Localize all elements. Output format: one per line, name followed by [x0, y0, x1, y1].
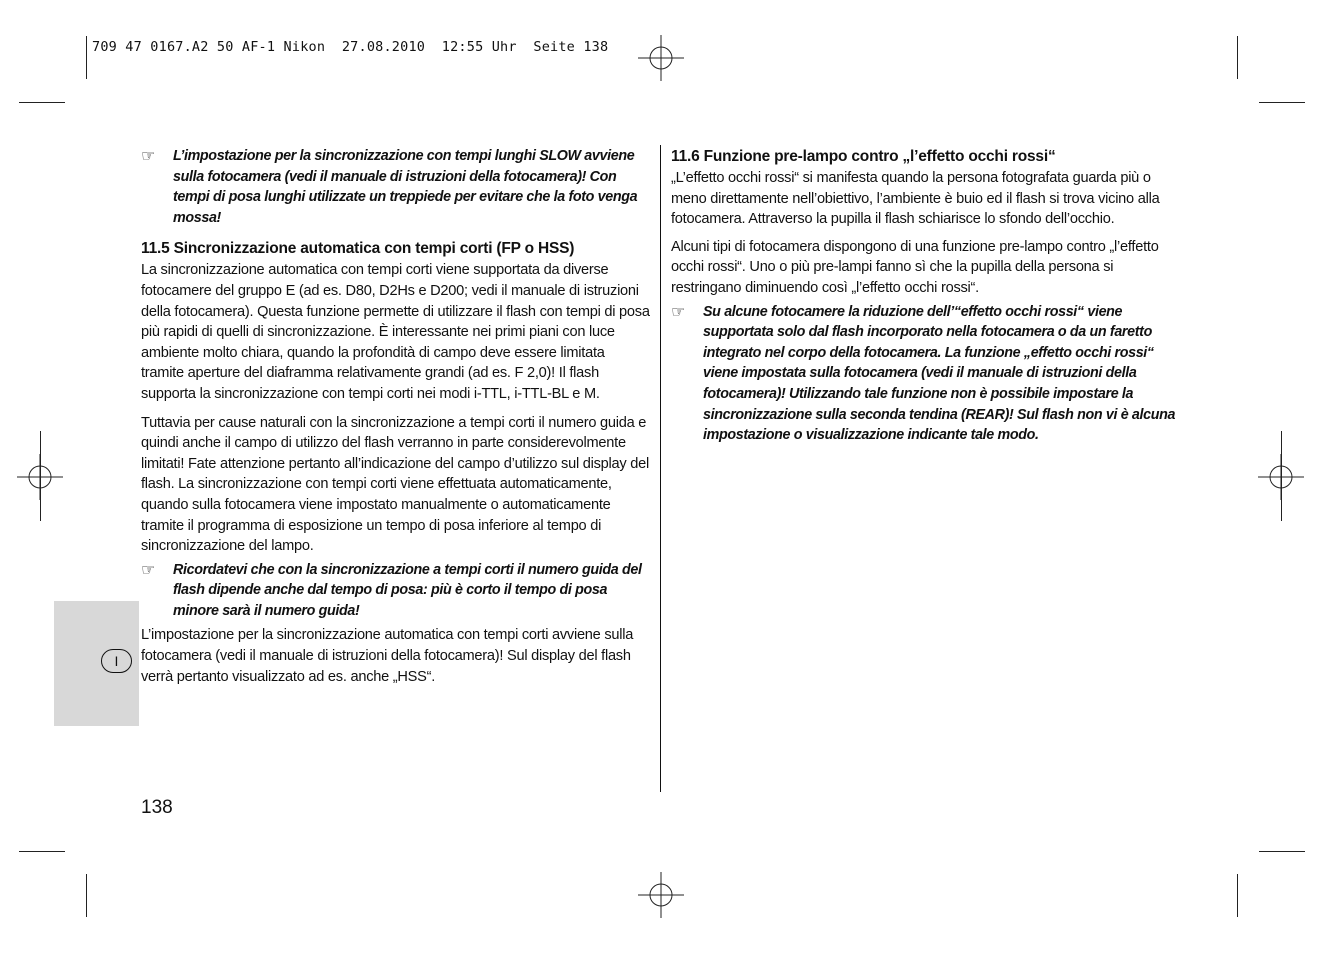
registration-mark-bottom	[638, 872, 684, 918]
note-red-eye	[671, 302, 1183, 446]
crop-mark	[86, 36, 87, 79]
registration-mark-top	[638, 35, 684, 81]
note-text: L’impostazione per la sincronizzazione con tempi lunghi SLOW avviene sulla fotocamera (vedi il manuale di istruzioni della fotocamera)! Con tempi di posa lunghi utilizzate un treppiede per evitare che la foto venga mossa!	[173, 148, 638, 226]
left-column	[141, 146, 651, 687]
registration-mark-left-tick	[40, 431, 41, 521]
note-slow-sync	[141, 146, 651, 228]
language-badge: I	[101, 649, 132, 673]
crop-mark	[1259, 851, 1305, 852]
paragraph: L’impostazione per la sincronizzazione automatica con tempi corti avviene sulla fotocamera (vedi il manuale di istruzioni della fotocamera)! Sul display del flash verrà pertanto visualizzato ad es. anche „HSS“.	[141, 627, 634, 685]
crop-mark	[86, 874, 87, 917]
crop-mark	[1237, 36, 1238, 79]
pointing-hand-icon: ☞	[141, 148, 156, 165]
crop-mark	[1237, 874, 1238, 917]
pointing-hand-icon: ☞	[671, 303, 686, 321]
note-text: Su alcune fotocamere la riduzione dell’“effetto occhi rossi“ viene supportata solo dal flash incorporato nella fotocamera o da un faretto integrato nel corpo della fotocamera. La funzione „effetto occhi rossi“ viene impostata sulla fotocamera (vedi il manuale di istruzioni della fotocamera)! Utilizzando tale funzione non è possibile impostare la sincronizzazione sulla seconda tendina (REAR)! Sul flash non vi è alcuna impostazione o visualizzazione indicante tale modo.	[703, 303, 1176, 444]
note-guide-number	[141, 560, 651, 622]
paragraph: Tuttavia per cause naturali con la sincronizzazione a tempi corti il numero guida e quindi anche il campo di utilizzo del flash verranno in parte considerevolmente limitati! Fate attenzione pertanto all’indicazione del campo d’utilizzo sul display del flash. La sincronizzazione con tempi corti viene effettuata automaticamente, quando sulla fotocamera viene impostato manualmente o automaticamente tramite il programma di esposizione un tempo di posa inferiore al tempo di sincronizzazione del lampo.	[141, 414, 649, 555]
print-header: 709 47 0167.A2 50 AF-1 Nikon 27.08.2010 12:55 Uhr Seite 138	[92, 39, 609, 55]
section-heading: 11.6 Funzione pre-lampo contro „l’effetto occhi rossi“	[671, 148, 1056, 165]
note-text: Ricordatevi che con la sincronizzazione a tempi corti il numero guida del flash dipende anche dal tempo di posa: più è corto il tempo di posa minore sarà il numero guida!	[173, 561, 642, 619]
column-divider	[660, 145, 661, 792]
crop-mark	[1259, 102, 1305, 103]
crop-mark	[19, 102, 65, 103]
section-heading: 11.5 Sincronizzazione automatica con tempi corti (FP o HSS)	[141, 240, 575, 258]
paragraph: „L’effetto occhi rossi“ si manifesta quando la persona fotografata guarda più o meno direttamente nell’obiettivo, l’ambiente è buio ed il flash si trova vicino alla fotocamera. Attraverso la pupilla il flash schiarisce lo sfondo dell’occhio.	[671, 170, 1160, 228]
crop-mark	[19, 851, 65, 852]
pointing-hand-icon: ☞	[141, 561, 156, 579]
registration-mark-right-tick	[1281, 431, 1282, 521]
page-number: 138	[141, 797, 173, 818]
paragraph: La sincronizzazione automatica con tempi corti viene supportata da diverse fotocamere del gruppo E (ad es. D80, D2Hs e D200; vedi il manuale di istruzioni della fotocamera). Questa funzione permette di utilizzare il flash con tempi di posa più rapidi di quelli di sincronizzazione. È interessante nei primi piani con luce ambiente molto chiara, quando la profondità di campo deve essere limitata tramite aperture del diaframma relativamente grandi (ad es. F 2,0)! Il flash supporta la sincronizzazione con tempi corti nei modi i-TTL, i-TTL-BL e M.	[141, 262, 650, 402]
right-column	[671, 146, 1183, 446]
paragraph: Alcuni tipi di fotocamera dispongono di una funzione pre-lampo contro „l’effetto occhi rossi“. Uno o più pre-lampi fanno sì che la pupilla della persona si restringano diminuendo così „l’effetto occhi rossi“.	[671, 238, 1159, 296]
